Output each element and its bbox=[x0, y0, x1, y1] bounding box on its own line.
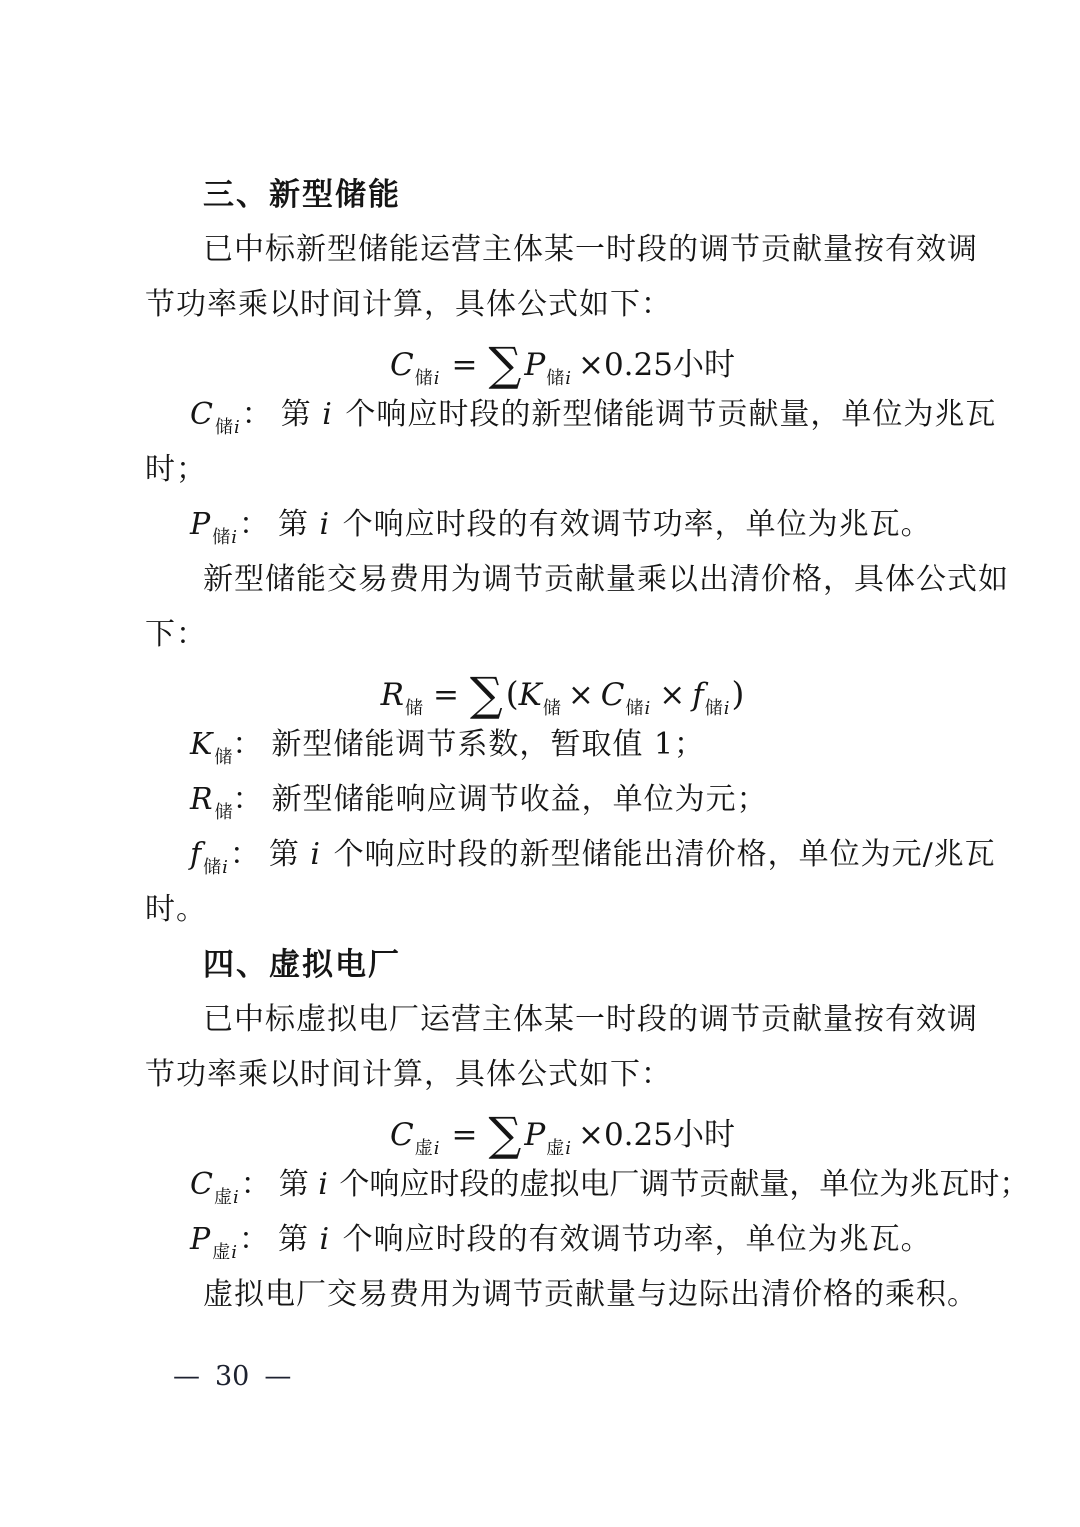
math-subscript: 储 bbox=[414, 368, 433, 389]
math-var: P bbox=[190, 1222, 212, 1257]
math-subscript: 储 bbox=[203, 857, 222, 878]
math-subscript-i: i bbox=[644, 698, 651, 719]
math-var: R bbox=[380, 677, 404, 713]
equals-sign: = bbox=[451, 347, 478, 383]
math-subscript: 储 bbox=[542, 698, 561, 719]
footer-dash-right: — bbox=[264, 1361, 292, 1392]
unit-text: 小时 bbox=[672, 1117, 735, 1153]
colon: ： bbox=[229, 837, 261, 872]
math-var: C bbox=[390, 1117, 414, 1153]
math-subscript: 储 bbox=[214, 747, 233, 768]
body-line: 虚拟电厂交易费用为调节贡献量与边际出清价格的乘积。 bbox=[203, 1277, 978, 1312]
body-line: 下： bbox=[145, 617, 207, 652]
math-var: R bbox=[190, 782, 214, 817]
colon: ： bbox=[240, 1167, 271, 1202]
body-line: 节功率乘以时间计算，具体公式如下： bbox=[145, 1057, 672, 1092]
math-subscript-i: i bbox=[231, 1242, 237, 1263]
math-factor: ×0.25 bbox=[577, 1117, 673, 1153]
math-var: K bbox=[518, 677, 542, 713]
colon: ： bbox=[238, 1222, 270, 1257]
close-paren: ) bbox=[731, 674, 745, 713]
section-4-heading: 四、虚拟电厂 bbox=[203, 947, 401, 982]
unit-text: 小时 bbox=[672, 347, 735, 383]
body-line: 时。 bbox=[145, 892, 207, 927]
italic-i: i bbox=[322, 397, 333, 432]
math-subscript-i: i bbox=[565, 1138, 571, 1159]
formula-storage-contribution bbox=[145, 332, 980, 391]
body-line: 已中标新型储能运营主体某一时段的调节贡献量按有效调 bbox=[203, 232, 978, 267]
sigma-sum-symbol: ∑ bbox=[488, 1107, 522, 1161]
body-line: 时； bbox=[145, 452, 207, 487]
definition-line bbox=[145, 717, 980, 772]
times-sign: × bbox=[567, 677, 594, 713]
equals-sign: = bbox=[451, 1117, 478, 1153]
italic-i: i bbox=[319, 1222, 331, 1257]
math-var: C bbox=[190, 1167, 213, 1202]
math-subscript: 虚 bbox=[212, 1242, 231, 1263]
math-var: C bbox=[190, 397, 214, 432]
definition-line bbox=[145, 1157, 1030, 1212]
equals-sign: = bbox=[432, 677, 459, 713]
line-text: 个响应时段的有效调节功率，单位为兆瓦。 bbox=[332, 1222, 932, 1257]
math-factor: ×0.25 bbox=[577, 347, 673, 383]
times-sign: × bbox=[659, 677, 686, 713]
body-line: 新型储能交易费用为调节贡献量乘以出清价格，具体公式如 bbox=[203, 562, 1009, 597]
definition-line bbox=[145, 387, 997, 442]
colon: ： bbox=[238, 507, 270, 542]
math-var: K bbox=[190, 727, 214, 762]
definition-line bbox=[145, 1212, 980, 1267]
colon: ： bbox=[232, 727, 264, 762]
line-text: 个响应时段的新型储能调节贡献量，单位为兆瓦 bbox=[334, 397, 997, 432]
body-line: 已中标虚拟电厂运营主体某一时段的调节贡献量按有效调 bbox=[203, 1002, 978, 1037]
math-subscript: 储 bbox=[546, 368, 565, 389]
italic-i: i bbox=[318, 1167, 328, 1202]
math-var: P bbox=[190, 507, 212, 542]
line-text: 个响应时段的虚拟电厂调节贡献量，单位为兆瓦时； bbox=[329, 1167, 1030, 1202]
line-text: 第 bbox=[268, 837, 311, 872]
math-subscript: 储 bbox=[214, 802, 233, 823]
formula-vpp-contribution bbox=[145, 1102, 980, 1161]
math-subscript: 虚 bbox=[546, 1138, 565, 1159]
math-var: f bbox=[692, 677, 704, 713]
math-var: P bbox=[524, 347, 546, 383]
math-subscript: 储 bbox=[704, 698, 723, 719]
math-subscript: 储 bbox=[212, 527, 231, 548]
open-paren: ( bbox=[505, 674, 519, 713]
sigma-sum-symbol: ∑ bbox=[469, 667, 503, 721]
line-text: 第 bbox=[278, 1167, 319, 1202]
definition-line bbox=[145, 497, 980, 552]
colon: ： bbox=[241, 397, 273, 432]
math-subscript-i: i bbox=[222, 857, 228, 878]
math-subscript-i: i bbox=[232, 1187, 239, 1208]
math-subscript: 虚 bbox=[213, 1187, 232, 1208]
italic-i: i bbox=[319, 507, 331, 542]
math-var: C bbox=[600, 677, 625, 713]
math-subscript: 储 bbox=[214, 417, 233, 438]
sigma-sum-symbol: ∑ bbox=[488, 337, 522, 391]
line-text: 第 bbox=[277, 507, 320, 542]
math-subscript-i: i bbox=[231, 527, 237, 548]
line-text: 个响应时段的新型储能出清价格，单位为元/兆瓦 bbox=[323, 837, 996, 872]
definition-line bbox=[145, 827, 996, 882]
math-subscript: 储 bbox=[404, 698, 423, 719]
math-var: f bbox=[190, 837, 203, 872]
line-text: 新型储能调节系数，暂取值 1； bbox=[271, 727, 706, 762]
line-text: 新型储能响应调节收益，单位为元； bbox=[271, 782, 768, 817]
math-subscript-i: i bbox=[233, 417, 240, 438]
line-text: 个响应时段的有效调节功率，单位为兆瓦。 bbox=[332, 507, 932, 542]
definition-line bbox=[145, 772, 980, 827]
footer-dash-left: — bbox=[173, 1361, 200, 1392]
body-line: 节功率乘以时间计算，具体公式如下： bbox=[145, 287, 672, 322]
math-subscript-i: i bbox=[433, 368, 440, 389]
math-subscript: 储 bbox=[625, 698, 644, 719]
math-var: C bbox=[390, 347, 414, 383]
page-number: 30 bbox=[215, 1361, 250, 1392]
math-var: P bbox=[524, 1117, 546, 1153]
math-subscript-i: i bbox=[723, 698, 730, 719]
section-3-heading: 三、新型储能 bbox=[203, 177, 401, 212]
line-text: 第 bbox=[277, 1222, 320, 1257]
math-subscript: 虚 bbox=[414, 1138, 433, 1159]
page-footer bbox=[145, 1352, 980, 1402]
formula-storage-revenue bbox=[145, 662, 980, 721]
colon: ： bbox=[232, 782, 264, 817]
italic-i: i bbox=[310, 837, 322, 872]
line-text: 第 bbox=[280, 397, 323, 432]
math-subscript-i: i bbox=[565, 368, 571, 389]
math-subscript-i: i bbox=[433, 1138, 440, 1159]
